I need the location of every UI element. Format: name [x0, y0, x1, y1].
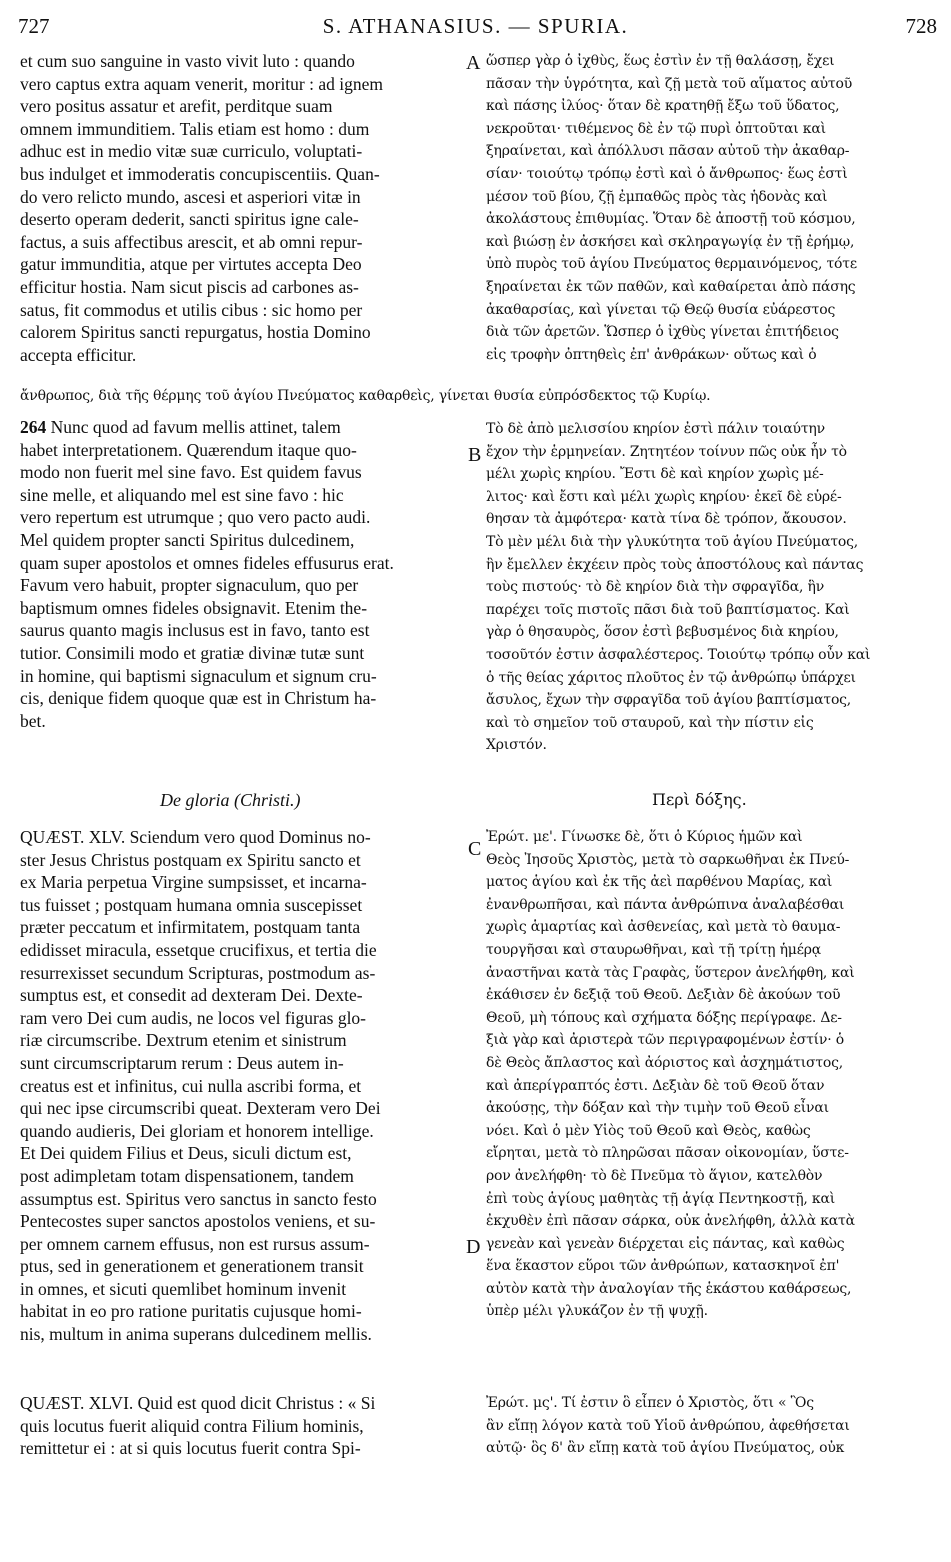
- greek-line: καὶ τὸ σημεῖον τοῦ σταυροῦ, καὶ τὴν πίστιν εἰς: [486, 714, 814, 731]
- latin-line: saurus quanto magis inclusus est in favo, tanto est: [20, 620, 370, 641]
- margin-mark-c: C: [468, 838, 482, 860]
- greek-line: διὰ τῶν ἀρετῶν. Ὥσπερ ὁ ἰχθὺς γίνεται ἐπιτήδειος: [486, 324, 839, 341]
- latin-line: remittetur ei : at si quis locutus fuerit contra Spi-: [20, 1438, 361, 1459]
- greek-line: εἰς τροφὴν ὀπτηθεὶς ἐπ' ἀνθράκων· οὕτως καὶ ὁ: [486, 346, 817, 363]
- greek-line: ἐπὶ τοὺς ἁγίους μαθητὰς τῇ ἁγίᾳ Πεντηκοστῇ, καὶ: [486, 1190, 835, 1207]
- latin-line: creatus est et infinitus, cui nulla ascribi forma, et: [20, 1075, 362, 1096]
- latin-line: præter peccatum et infirmitatem, postquam tanta: [20, 917, 361, 938]
- latin-line: vero positus assatur et arefit, perditque suam: [20, 96, 333, 117]
- greek-line: δὲ Θεὸς ἄπλαστος καὶ ἀόριστος καὶ ἀσχημάτιστος,: [486, 1054, 844, 1071]
- latin-line: adhuc est in medio vitæ suæ curriculo, voluptati-: [20, 141, 363, 162]
- latin-line: quam super apostolos et omnes fideles effusurus erat.: [20, 552, 394, 573]
- greek-column-section-4: [486, 1392, 936, 1460]
- greek-line: ὑπὲρ μέλι γλυκάζον ἐν τῇ ψυχῇ.: [486, 1303, 708, 1320]
- latin-line: baptismum omnes fideles obsignavit. Etenim the-: [20, 597, 368, 618]
- greek-line: τοὺς πιστούς· τὸ δὲ κηρίον διὰ τὴν σφραγῖδα, ἣν: [486, 579, 825, 596]
- latin-line: in omnes, et sicuti quemlibet hominum invenit: [20, 1278, 347, 1299]
- latin-line: bus indulget et immoderatis concupiscentiis. Quan-: [20, 163, 380, 184]
- latin-line: post adimpletam totam dispensationem, tandem: [20, 1165, 354, 1186]
- latin-line: in homine, qui baptismi signaculum et signum cru-: [20, 665, 377, 686]
- latin-line: edidisset miracula, essetque crucifixus, et tertia die: [20, 939, 377, 960]
- paragraph-number: 264: [20, 417, 47, 437]
- greek-line: θησαν τὰ ἀμφότερα· κατὰ τίνα δὲ τρόπον, ἄκουσον.: [486, 511, 847, 528]
- greek-line: νόει. Καὶ ὁ μὲν Υἱὸς τοῦ Θεοῦ καὶ Θεὸς, καθὼς: [486, 1122, 811, 1139]
- latin-line: Mel quidem propter sancti Spiritus dulcedinem,: [20, 529, 355, 550]
- margin-mark-d: D: [466, 1236, 481, 1258]
- greek-line: Τὸ δὲ ἀπὸ μελισσίου κηρίον ἐστὶ πάλιν τοιαύτην: [486, 421, 825, 437]
- greek-line: μέλι χωρὶς κηρίου. Ἔστι δὲ καὶ κηρίον χωρὶς μέ-: [486, 466, 824, 483]
- margin-mark-b: B: [468, 444, 482, 466]
- latin-line: modo non fuerit mel sine favo. Est quidem favus: [20, 462, 362, 483]
- latin-line: qui nec ipse circumscribi queat. Dexteram vero Dei: [20, 1098, 381, 1119]
- latin-column-section-4: [20, 1392, 462, 1460]
- greek-line: νεκροῦται· τιθέμενος δὲ ἐν τῷ πυρὶ ὀπτοῦται καὶ: [486, 120, 826, 137]
- greek-line: ματος ἁγίου καὶ ἐκ τῆς ἀεὶ παρθένου Μαρίας, καὶ: [486, 874, 833, 891]
- greek-line: τοσοῦτόν ἐστιν ἀσφαλέστερος. Τοιούτῳ τρόπῳ οὖν καὶ: [486, 646, 871, 663]
- latin-line: tus fuisset ; postquam humana omnia suscepisset: [20, 894, 363, 915]
- greek-line: σίαν· τοιούτῳ τρόπῳ ἐστὶ καὶ ὁ ἄνθρωπος· ἕως ἐστὶ: [486, 165, 848, 182]
- latin-line: per omnem carnem effusus, non est rursus assum-: [20, 1233, 370, 1254]
- latin-column-section-1: [20, 50, 462, 366]
- latin-line: ex Maria perpetua Virgine sumpsisset, et incarna-: [20, 872, 367, 893]
- latin-line: sumptus est, et consedit ad dexteram Dei. Dexte-: [20, 985, 363, 1006]
- greek-line: ἂν εἴπῃ λόγον κατὰ τοῦ Υἱοῦ ἀνθρώπου, ἀφεθήσεται: [486, 1417, 850, 1434]
- greek-section-heading: Περὶ δόξης.: [652, 790, 747, 809]
- latin-line: nis, multum in anima superans dulcedinem mellis.: [20, 1324, 372, 1345]
- latin-line: vero captus extra aquam venerit, moritur : ad ignem: [20, 73, 383, 94]
- latin-line: Nunc quod ad favum mellis attinet, talem: [46, 417, 341, 437]
- latin-line: satus, fit commodus et utilis cibus : sic homo per: [20, 299, 363, 320]
- latin-line: QUÆST. XLVI. Quid est quod dicit Christus : « Si: [20, 1393, 376, 1413]
- greek-line: ἀκαθαρσίας, καὶ γίνεται τῷ Θεῷ θυσία εὐάρεστος: [486, 301, 836, 318]
- latin-line: deserto operam dederit, sancti spiritus igne cale-: [20, 209, 359, 230]
- greek-line: ἀκούσῃς, τὴν δόξαν καὶ τὴν τιμὴν τοῦ Θεοῦ εἶναι: [486, 1100, 829, 1117]
- greek-line: ἀκολάστους ἐπιθυμίας. Ὅταν δὲ ἀποστῇ τοῦ κόσμου,: [486, 211, 856, 228]
- greek-line: ξηραίνεται, καὶ ἀπόλλυσι πᾶσαν αὐτοῦ τὴν ἀκαθαρ-: [486, 143, 850, 160]
- latin-line: accepta efficitur.: [20, 344, 137, 365]
- greek-line: ξηραίνεται ἐκ τῶν παθῶν, καὶ καθαίρεται ἀπὸ πάσης: [486, 278, 856, 295]
- latin-line: cis, denique fidem quoque quæ est in Christum ha-: [20, 688, 377, 709]
- latin-line: ster Jesus Christus postquam ex Spiritu sancto et: [20, 849, 361, 870]
- greek-line: γὰρ ὁ θησαυρὸς, ὅσον ἐστὶ βεβυσμένος διὰ κηρίου,: [486, 624, 839, 641]
- greek-line: πᾶσαν τὴν ὑγρότητα, καὶ ζῇ μετὰ τοῦ αἵματος αὐτοῦ: [486, 75, 853, 92]
- page-number-right: 728: [905, 14, 937, 38]
- greek-line: ἔχον τὴν ἑρμηνείαν. Ζητητέον τοίνυν πῶς οὐκ ἦν τὸ: [486, 443, 847, 460]
- latin-line: ptus, sed in generationem et generationem transit: [20, 1256, 364, 1277]
- latin-line: Et Dei quidem Filius et Deus, siculi dictum est,: [20, 1143, 352, 1164]
- latin-line: resurrexisset secundum Scripturas, postmodum as-: [20, 962, 376, 983]
- latin-line: et cum suo sanguine in vasto vivit luto : quando: [20, 51, 355, 71]
- latin-line: do vero relicto mundo, ascesi et asperiori vitæ in: [20, 186, 361, 207]
- greek-line: καὶ βιώσῃ ἐν ἀσκήσει καὶ σκληραγωγίᾳ ἐν τῇ ἐρήμῳ,: [486, 233, 855, 250]
- greek-line: ἣν ἔμελλεν ἐκχέειν πρὸς τοὺς ἀποστόλους καὶ πάντας: [486, 556, 864, 573]
- greek-line: ὁ τῆς θείας χάριτος πλοῦτος ἐν τῷ ἀνθρώπῳ ὑπάρχει: [486, 669, 856, 686]
- greek-line: ρον ἀνελήφθη· τὸ δὲ Πνεῦμα τὸ ἅγιον, κατελθὸν: [486, 1167, 823, 1184]
- greek-line: Τὸ μὲν μέλι διὰ τὴν γλυκύτητα τοῦ ἁγίου Πνεύματος,: [486, 533, 858, 550]
- latin-lines: [20, 439, 462, 733]
- greek-column-section-1: [486, 50, 936, 366]
- latin-line: calorem Spiritus sancti repurgatus, hostia Domino: [20, 322, 371, 343]
- latin-line: Pentecostes super sanctos apostolos veniens, et su-: [20, 1211, 376, 1232]
- latin-line: factus, a suis affectibus arescit, et ab omni repur-: [20, 231, 363, 252]
- latin-line: bet.: [20, 710, 46, 731]
- latin-line: vero repertum est utrumque ; quo vero pacto audi.: [20, 507, 371, 528]
- greek-line: καὶ ἀπερίγραπτός ἐστι. Δεξιὰν δὲ τοῦ Θεοῦ ὅταν: [486, 1077, 825, 1094]
- greek-line: αὐτὸν κατὰ τὴν ἀναλογίαν τῆς ἑκάστου καθάρσεως,: [486, 1280, 852, 1297]
- greek-line: ἀναστῆναι κατὰ τὰς Γραφὰς, ὕστερον ἀνελήφθη, καὶ: [486, 964, 855, 981]
- latin-section-heading: De gloria (Christi.): [160, 790, 301, 810]
- greek-line: Χριστόν.: [486, 737, 547, 754]
- latin-line: assumptus est. Spiritus vero sanctus in sancto festo: [20, 1188, 377, 1209]
- greek-line: τουργῆσαι καὶ σταυρωθῆναι, καὶ τῇ τρίτῃ ἡμέρᾳ: [486, 941, 822, 958]
- page-number-left: 727: [18, 14, 50, 38]
- latin-line: quando audieris, Dei gloriam et honorem intellige.: [20, 1120, 374, 1141]
- greek-line: ὥσπερ γὰρ ὁ ἰχθὺς, ἕως ἐστὶν ἐν τῇ θαλάσσῃ, ἔχει: [486, 53, 835, 69]
- greek-line: εἴρηται, μετὰ τὸ πληρῶσαι πᾶσαν οἰκονομίαν, ὕστε-: [486, 1145, 849, 1162]
- latin-column-section-3: [20, 826, 462, 1346]
- running-title: S. ATHANASIUS. — SPURIA.: [322, 14, 629, 38]
- latin-column-section-2: [20, 416, 462, 732]
- latin-line: habet interpretationem. Quærendum itaque quo-: [20, 439, 357, 460]
- latin-line: efficitur hostia. Nam sicut piscis ad carbones as-: [20, 276, 359, 297]
- greek-line: χωρὶς ἁμαρτίας καὶ ἀσθενείας, καὶ μετὰ τὸ θαυμα-: [486, 919, 841, 936]
- page-header: [0, 0, 951, 40]
- greek-line: λιτος· καὶ ἔστι καὶ μέλι χωρὶς κηρίου· ἐκεῖ δὲ εὑρέ-: [486, 488, 842, 505]
- latin-line: Favum vero habuit, propter signaculum, quo per: [20, 575, 359, 596]
- greek-line: ἐκάθισεν ἐν δεξιᾷ τοῦ Θεοῦ. Δεξιὰν δὲ ἀκούων τοῦ: [486, 987, 841, 1004]
- greek-line: ἐνανθρωπῆσαι, καὶ πάντα ἀνθρώπινα ἀναλαβέσθαι: [486, 896, 845, 913]
- latin-line: sine melle, et aliquando mel est sine favo : hic: [20, 484, 344, 505]
- greek-line: καὶ πάσης ἰλύος· ὅταν δὲ κρατηθῇ ἔξω τοῦ ὕδατος,: [486, 98, 840, 115]
- greek-line: γενεὰν καὶ γενεὰν διέρχεται εἰς πάντας, καὶ καθὼς: [486, 1235, 845, 1252]
- paragraph-start-line: [20, 416, 462, 439]
- greek-column-section-2: [486, 418, 936, 757]
- greek-line: παρέχει τοῖς πιστοῖς πᾶσι διὰ τοῦ βαπτίσματος. Καὶ: [486, 601, 850, 618]
- greek-column-section-3: [486, 826, 936, 1323]
- latin-line: QUÆST. XLV. Sciendum vero quod Dominus no-: [20, 827, 371, 847]
- greek-line: ξιὰ γὰρ καὶ ἀριστερὰ τῶν περιγραφομένων ἐστίν· ὁ: [486, 1032, 844, 1049]
- latin-line: sunt circumscriptarum rerum : Deus autem in-: [20, 1052, 344, 1073]
- greek-line: μέσον τοῦ βίου, ζῇ ἐμπαθῶς πρὸς τὰς ἡδονὰς καὶ: [486, 188, 828, 205]
- latin-line: tutior. Consimili modo et gratiæ divinæ tutæ sunt: [20, 642, 365, 663]
- latin-line: ram vero Dei cum audis, ne locos vel figuras glo-: [20, 1007, 367, 1028]
- latin-line: riæ circumscribe. Dextrum etenim et sinistrum: [20, 1030, 347, 1051]
- latin-line: omnem immunditiem. Talis etiam est homo : dum: [20, 118, 370, 139]
- greek-line: ὑπὸ πυρὸς τοῦ ἁγίου Πνεύματος θερμαινόμενος, τότε: [486, 256, 857, 273]
- greek-line: Ἐρώτ. μς'. Τί ἐστιν ὃ εἶπεν ὁ Χριστὸς, ὅτι « Ὃς: [486, 1395, 814, 1411]
- latin-line: quis locutus fuerit aliquid contra Filium hominis,: [20, 1415, 364, 1436]
- greek-line: ἄσυλος, ἔχων τὴν σφραγῖδα τοῦ ἁγίου βαπτίσματος,: [486, 692, 852, 709]
- greek-fullwidth-line: ἄνθρωπος, διὰ τῆς θέρμης τοῦ ἁγίου Πνεύματος καθαρθεὶς, γίνεται θυσία εὐπρόσδεκτος τῷ Κυρίῳ.: [20, 388, 711, 404]
- greek-line: αὐτῷ· ὃς δ' ἂν εἴπῃ κατὰ τοῦ ἁγίου Πνεύματος, οὐκ: [486, 1440, 845, 1457]
- greek-line: Ἐρώτ. με'. Γίνωσκε δὲ, ὅτι ὁ Κύριος ἡμῶν καὶ: [486, 829, 803, 845]
- greek-line: Θεὸς Ἰησοῦς Χριστὸς, μετὰ τὸ σαρκωθῆναι ἐκ Πνεύ-: [486, 851, 850, 868]
- greek-line: Θεοῦ, μὴ τόπους καὶ σχήματα δόξης περίγραφε. Δε-: [486, 1009, 842, 1026]
- greek-line: ἐκχυθὲν ἐπὶ πᾶσαν σάρκα, οὐκ ἀνελήφθη, ἀλλὰ κατὰ: [486, 1213, 855, 1230]
- latin-line: habitat in eo pro ratione puritatis cujusque homi-: [20, 1301, 362, 1322]
- latin-line: gatur immunditia, atque per virtutes accepta Deo: [20, 254, 362, 275]
- margin-mark-a: A: [466, 52, 481, 74]
- greek-line: ἕνα ἕκαστον εὕροι τῶν ἀνθρώπων, κατασκηνοῖ ἐπ': [486, 1258, 840, 1275]
